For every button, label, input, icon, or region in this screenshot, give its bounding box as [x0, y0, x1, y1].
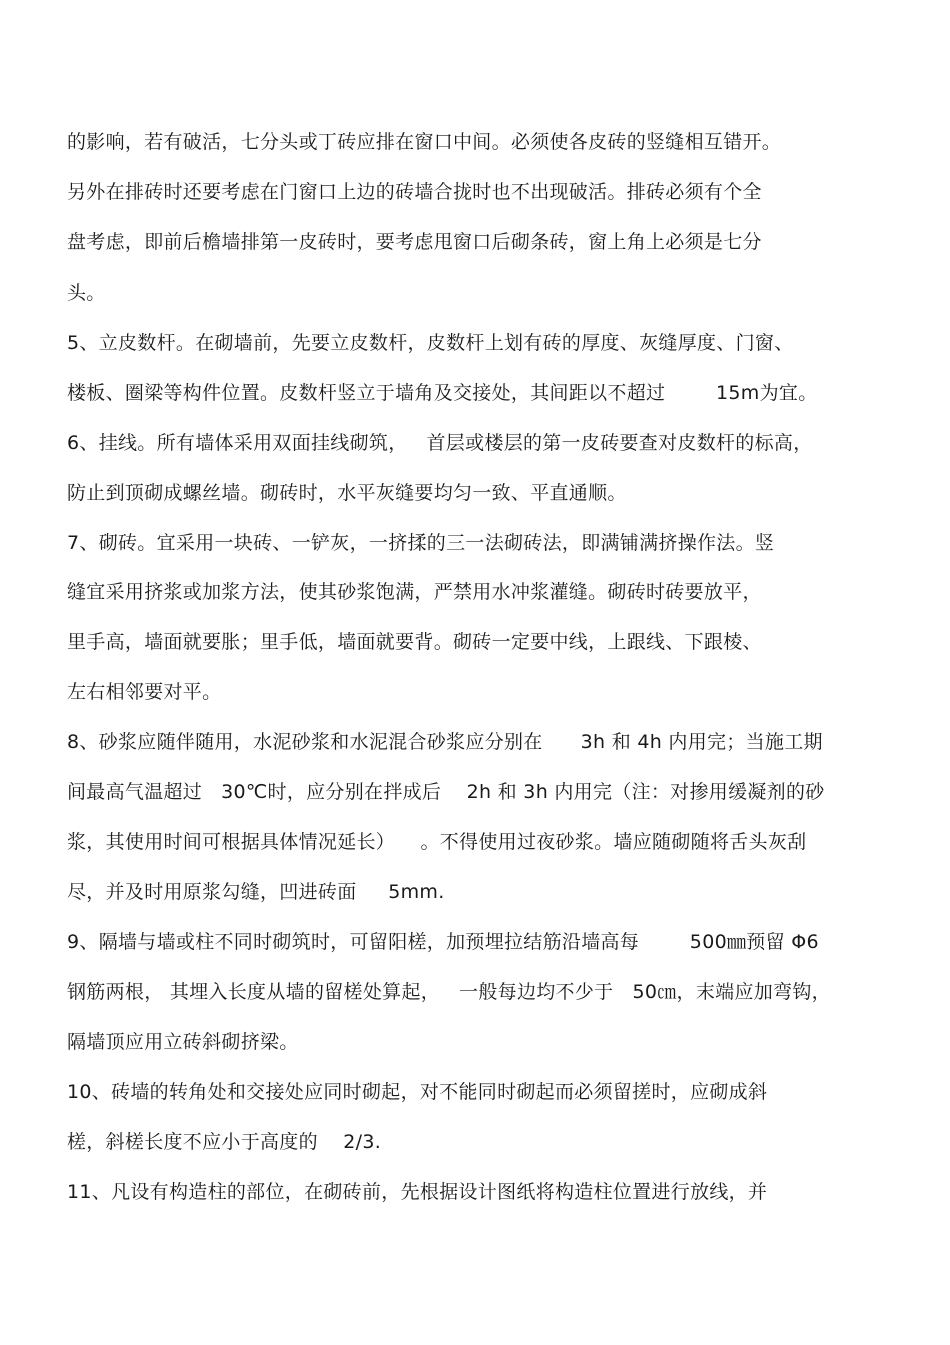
paragraph-line: 左右相邻要对平。 — [67, 681, 222, 703]
paragraph-line: 另外在排砖时还要考虑在门窗口上边的砖墙合拢时也不出现破活。排砖必须有个全 — [67, 181, 762, 203]
paragraph-line: 尽，并及时用原浆勾缝，凹进砖面 5mm. — [67, 881, 445, 903]
paragraph-line: 9、隔墙与墙或柱不同时砌筑时，可留阳槎，加预埋拉结筋沿墙高每 500㎜预留 Φ6 — [67, 931, 819, 953]
paragraph-line: 槎，斜槎长度不应小于高度的 2/3. — [67, 1131, 382, 1153]
paragraph-line: 的影响，若有破活，七分头或丁砖应排在窗口中间。必须使各皮砖的竖缝相互错开。 — [67, 131, 782, 153]
paragraph-line: 防止到顶砌成螺丝墙。砌砖时，水平灰缝要均匀一致、平直通顺。 — [67, 482, 627, 504]
paragraph-line: 钢筋两根， 其埋入长度从墙的留槎处算起， 一般每边均不少于 50㎝，末端应加弯钩， — [67, 981, 831, 1003]
paragraph-line: 头。 — [67, 282, 106, 304]
paragraph-line: 缝宜采用挤浆或加浆方法，使其砂浆饱满，严禁用水冲浆灌缝。砌砖时砖要放平， — [67, 581, 762, 603]
paragraph-line: 11、凡设有构造柱的部位，在砌砖前，先根据设计图纸将构造柱位置进行放线，并 — [67, 1181, 768, 1203]
paragraph-line: 隔墙顶应用立砖斜砌挤梁。 — [67, 1031, 299, 1053]
paragraph-line: 6、挂线。所有墙体采用双面挂线砌筑， 首层或楼层的第一皮砖要查对皮数杆的标高， — [67, 432, 813, 454]
paragraph-line: 盘考虑，即前后檐墙排第一皮砖时，要考虑甩窗口后砌条砖，窗上角上必须是七分 — [67, 231, 762, 253]
paragraph-line: 7、砌砖。宜采用一块砖、一铲灰，一挤揉的三一法砌砖法，即满铺满挤操作法。竖 — [67, 532, 775, 554]
paragraph-line: 浆，其使用时间可根据具体情况延长） 。不得使用过夜砂浆。墙应随砌随将舌头灰刮 — [67, 831, 807, 853]
paragraph-line: 间最高气温超过 30℃时，应分别在拌成后 2h 和 3h 内用完（注：对掺用缓凝剂的砂 — [67, 781, 825, 803]
paragraph-line: 5、立皮数杆。在砌墙前，先要立皮数杆，皮数杆上划有砖的厚度、灰缝厚度、门窗、 — [67, 332, 794, 354]
paragraph-line: 楼板、圈梁等构件位置。皮数杆竖立于墙角及交接处，其间距以不超过 15m为宜。 — [67, 382, 818, 404]
paragraph-line: 10、砖墙的转角处和交接处应同时砌起，对不能同时砌起而必须留搓时，应砌成斜 — [67, 1081, 768, 1103]
paragraph-line: 里手高，墙面就要胀；里手低，墙面就要背。砌砖一定要中线，上跟线、下跟棱、 — [67, 631, 762, 653]
paragraph-line: 8、砂浆应随伴随用，水泥砂浆和水泥混合砂浆应分别在 3h 和 4h 内用完；当施工期 — [67, 731, 823, 753]
